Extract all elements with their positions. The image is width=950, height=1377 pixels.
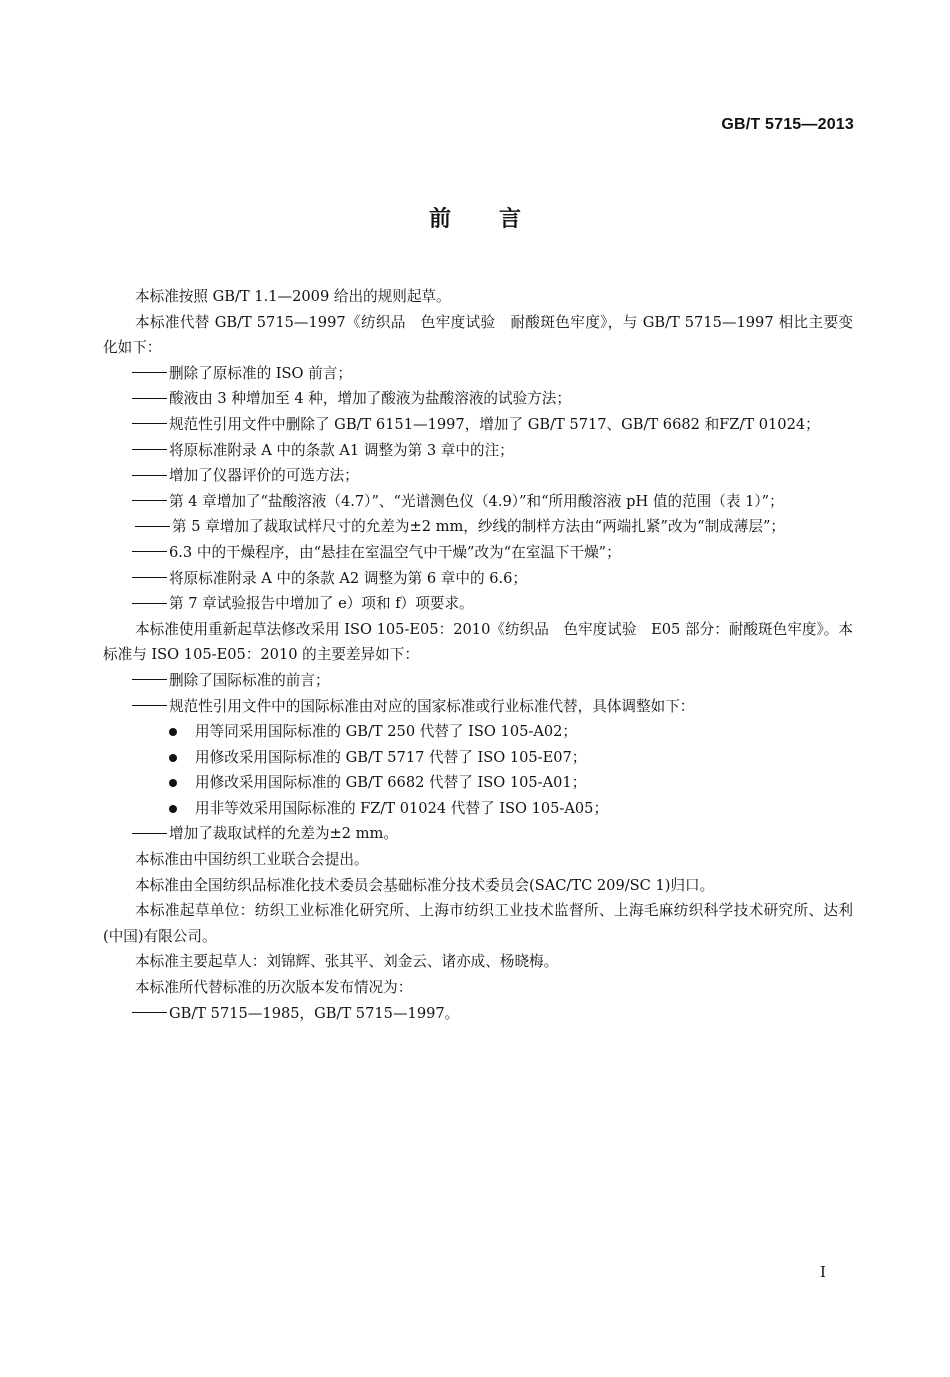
- paragraph: 本标准按照 GB/T 1.1—2009 给出的规则起草。: [135, 288, 451, 305]
- change-item: 6.3 中的干燥程序，由“悬挂在室温空气中干燥”改为“在室温下干燥”；: [103, 540, 853, 566]
- bullet-item: 用非等效采用国际标准的 FZ/T 01024 代替了 ISO 105-A05；: [103, 796, 853, 822]
- change-item: 将原标准附录 A 中的条款 A1 调整为第 3 章中的注；: [103, 438, 853, 464]
- foreword-body: [103, 284, 853, 1026]
- dash-mark: [132, 577, 167, 578]
- diff-item: 增加了裁取试样的允差为±2 mm。: [103, 821, 853, 847]
- paragraph: 本标准起草单位：纺织工业标准化研究所、上海市纺织工业技术监督所、上海毛麻纺织科学技术研究所、达利(中国)有限公司。: [103, 902, 853, 945]
- dash-mark: [132, 372, 167, 373]
- document-code: GB/T 5715—2013: [721, 116, 854, 133]
- bullet-item: 用修改采用国际标准的 GB/T 5717 代替了 ISO 105-E07；: [103, 745, 853, 771]
- paragraph: 本标准使用重新起草法修改采用 ISO 105-E05：2010《纺织品 色牢度试验 E05 部分：耐酸斑色牢度》。本标准与 ISO 105-E05：2010 的主要差异如下：: [103, 620, 853, 664]
- dash-mark: [132, 1012, 167, 1013]
- diff-item: 规范性引用文件中的国际标准由对应的国家标准或行业标准代替，具体调整如下：: [103, 694, 853, 720]
- change-item: 第 7 章试验报告中增加了 e）项和 f）项要求。: [103, 591, 853, 617]
- paragraph: 本标准所代替标准的历次版本发布情况为：: [135, 979, 413, 997]
- dash-mark: [135, 526, 170, 527]
- diff-item: 删除了国际标准的前言；: [103, 668, 853, 694]
- paragraph: 本标准由全国纺织品标准化技术委员会基础标准分技术委员会(SAC/TC 209/SC 1)归口。: [135, 876, 715, 894]
- dash-mark: [132, 603, 167, 604]
- dash-mark: [132, 551, 167, 552]
- bullet-item: 用等同采用国际标准的 GB/T 250 代替了 ISO 105-A02；: [103, 719, 853, 745]
- change-item: 酸液由 3 种增加至 4 种，增加了酸液为盐酸溶液的试验方法；: [103, 386, 853, 412]
- change-item: 增加了仪器评价的可选方法；: [103, 463, 853, 489]
- dash-mark: [132, 705, 167, 706]
- paragraph: 本标准代替 GB/T 5715—1997《纺织品 色牢度试验 耐酸斑色牢度》，与 GB/T 5715—1997 相比主要变化如下：: [103, 313, 853, 357]
- change-item: 删除了原标准的 ISO 前言；: [103, 361, 853, 387]
- dash-mark: [132, 423, 167, 424]
- bullet-item: 用修改采用国际标准的 GB/T 6682 代替了 ISO 105-A01；: [103, 770, 853, 796]
- change-item: 规范性引用文件中删除了 GB/T 6151—1997，增加了 GB/T 5717、GB/T 6682 和FZ/T 01024；: [103, 412, 853, 438]
- dash-mark: [132, 833, 167, 834]
- change-item: 将原标准附录 A 中的条款 A2 调整为第 6 章中的 6.6；: [103, 566, 853, 592]
- change-item: 第 4 章增加了“盐酸溶液（4.7）”、“光谱测色仪（4.9）”和“所用酸溶液 pH 值的范围（表 1）”；: [103, 489, 853, 515]
- history-item: GB/T 5715—1985，GB/T 5715—1997。: [103, 1001, 853, 1027]
- dash-mark: [132, 398, 167, 399]
- paragraph: 本标准由中国纺织工业联合会提出。: [135, 851, 369, 869]
- paragraph: 本标准主要起草人：刘锦辉、张其平、刘金云、诸亦成、杨晓梅。: [135, 953, 559, 971]
- page-title: 前言: [428, 207, 569, 232]
- dash-mark: [132, 449, 167, 450]
- page-number: I: [820, 1263, 826, 1281]
- bullet-icon: [169, 805, 177, 813]
- dash-mark: [132, 475, 167, 476]
- bullet-icon: [169, 728, 177, 736]
- dash-mark: [132, 500, 167, 501]
- bullet-icon: [169, 754, 177, 762]
- change-item: 第 5 章增加了裁取试样尺寸的允差为±2 mm，纱线的制样方法由“两端扎紧”改为“制成薄层”；: [103, 514, 853, 540]
- bullet-icon: [169, 779, 177, 787]
- dash-mark: [132, 679, 167, 680]
